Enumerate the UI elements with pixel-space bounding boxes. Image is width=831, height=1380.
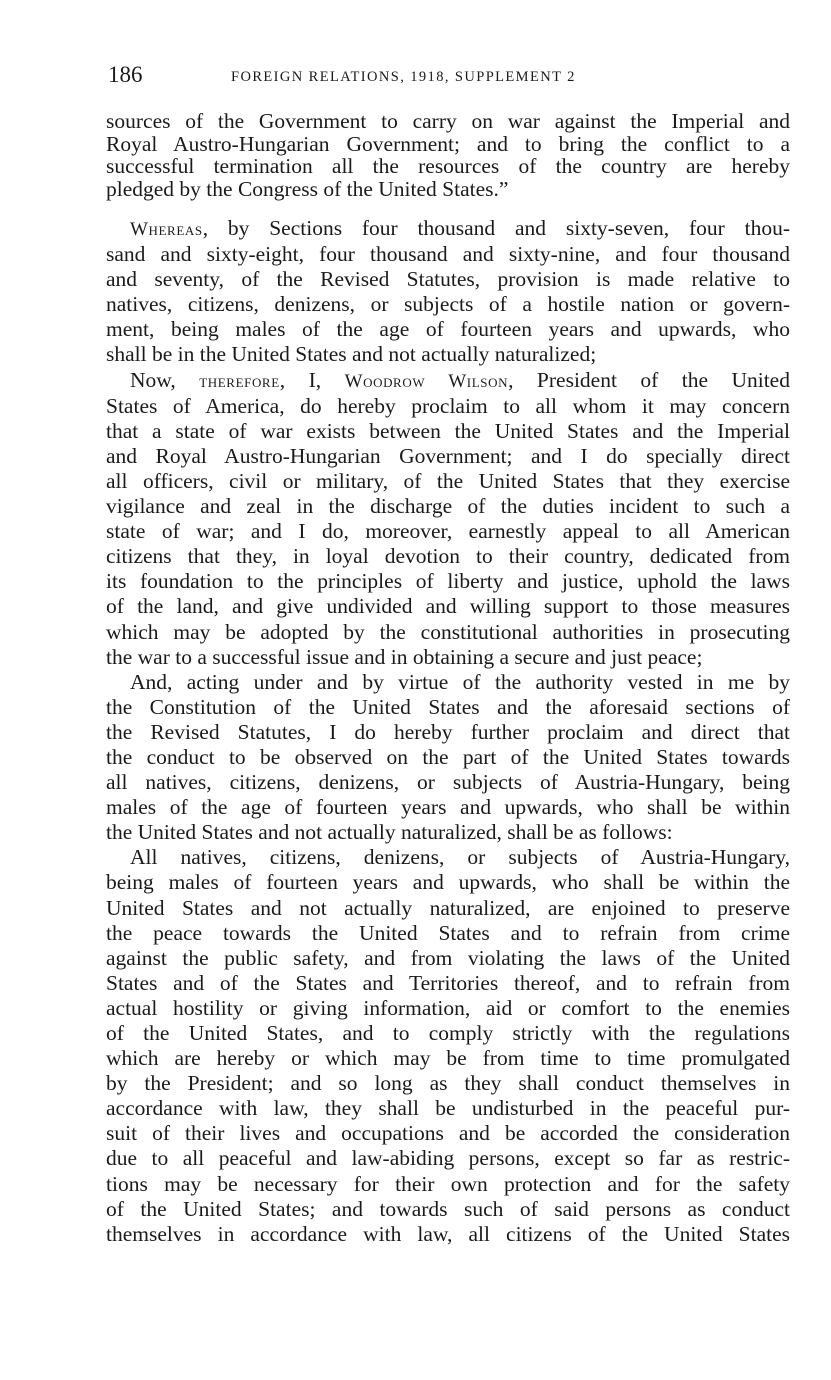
text-line: sources of the Government to carry on war against the Imperial and	[106, 109, 790, 133]
text-line: And, acting under and by virtue of the authority vested in me by	[130, 669, 790, 694]
text-line: due to all peaceful and law-abiding persons, except so far as restric-	[106, 1146, 790, 1171]
text-line: the Revised Statutes, I do hereby further proclaim and direct that	[106, 719, 790, 744]
text-line: that a state of war exists between the United States and the Imperial	[106, 418, 790, 443]
text-line: state of war; and I do, moreover, earnestly appeal to all American	[106, 519, 790, 544]
text-line: tions may be necessary for their own protection and for the safety	[106, 1171, 790, 1196]
text-line: the war to a successful issue and in obtaining a secure and just peace;	[106, 644, 703, 669]
text-line: States of America, do hereby proclaim to all whom it may concern	[106, 393, 790, 418]
text-line: and seventy, of the Revised Statutes, provision is made relative to	[106, 267, 790, 292]
text-line: the United States and not actually naturalized, shall be as follows:	[106, 820, 673, 845]
text-line: males of the age of fourteen years and upwards, who shall be within	[106, 795, 790, 820]
text-line: against the public safety, and from violating the laws of the United	[106, 945, 790, 970]
running-head: FOREIGN RELATIONS, 1918, SUPPLEMENT 2	[231, 69, 576, 85]
text-line: of the United States, and to comply strictly with the regulations	[106, 1021, 790, 1045]
whereas-lead: Whereas	[130, 219, 203, 240]
and-acting-paragraph	[106, 670, 790, 846]
text-line: all officers, civil or military, of the United States that they exercise	[106, 468, 790, 493]
text-line: the conduct to be observed on the part of the United States towards	[106, 744, 790, 769]
now-therefore-paragraph	[106, 368, 790, 670]
text-line: and Royal Austro-Hungarian Government; and I do specially direct	[106, 443, 790, 468]
text-line: accordance with law, they shall be undisturbed in the peaceful pur-	[106, 1096, 790, 1121]
text-line: by the President; and so long as they shall conduct themselves in	[106, 1071, 790, 1096]
text-line: States and of the States and Territories thereof, and to refrain from	[106, 970, 790, 995]
text-line: citizens that they, in loyal devotion to their country, dedicated from	[106, 544, 790, 569]
text-line: shall be in the United States and not actually naturalized;	[106, 342, 597, 367]
text-line: of the United States; and towards such of said persons as conduct	[106, 1196, 790, 1221]
all-natives-paragraph	[106, 845, 790, 1247]
text-line: the Constitution of the United States and the aforesaid sections of	[106, 694, 790, 719]
page-number: 186	[108, 62, 143, 87]
page-header	[108, 62, 788, 92]
text-line: which are hereby or which may be from time to time promulgated	[106, 1046, 790, 1071]
whereas-paragraph	[106, 216, 790, 368]
text-line: which may be adopted by the constitutional authorities in prosecuting	[106, 619, 790, 644]
text-line: of the land, and give undivided and willing support to those measures	[106, 594, 790, 619]
text-line: Now, therefore, I, Woodrow Wilson, President of the United	[130, 367, 790, 392]
text-line: suit of their lives and occupations and be accorded the consideration	[106, 1121, 790, 1146]
quoted-resolution	[106, 110, 790, 200]
text-line: vigilance and zeal in the discharge of the duties incident to such a	[106, 494, 790, 519]
text-line: ment, being males of the age of fourteen years and upwards, who	[106, 317, 790, 342]
text-line: All natives, citizens, denizens, or subjects of Austria-Hungary,	[130, 845, 790, 870]
text-line: being males of fourteen years and upwards, who shall be within the	[106, 870, 790, 895]
president-name: Woodrow Wilson	[344, 370, 509, 392]
text-line: United States and not actually naturalized, are enjoined to preserve	[106, 895, 790, 920]
body-text	[106, 110, 790, 1247]
text-line: Whereas, by Sections four thousand and sixty-seven, four thou-	[130, 216, 790, 240]
text-line: sand and sixty-eight, four thousand and sixty-nine, and four thousand	[106, 242, 790, 267]
text-line: pledged by the Congress of the United States.”	[106, 176, 509, 201]
text-line: all natives, citizens, denizens, or subjects of Austria-Hungary, being	[106, 770, 790, 795]
text-line: Royal Austro-Hungarian Government; and to bring the conflict to a	[106, 131, 790, 156]
text-line: actual hostility or giving information, aid or comfort to the enemies	[106, 995, 790, 1020]
text-line: themselves in accordance with law, all citizens of the United States	[106, 1221, 790, 1246]
text-line: the peace towards the United States and to refrain from crime	[106, 920, 790, 945]
text-line: its foundation to the principles of liberty and justice, uphold the laws	[106, 569, 790, 594]
text-line: natives, citizens, denizens, or subjects of a hostile nation or govern-	[106, 292, 790, 317]
text-line: successful termination all the resources of the country are hereby	[106, 154, 790, 178]
